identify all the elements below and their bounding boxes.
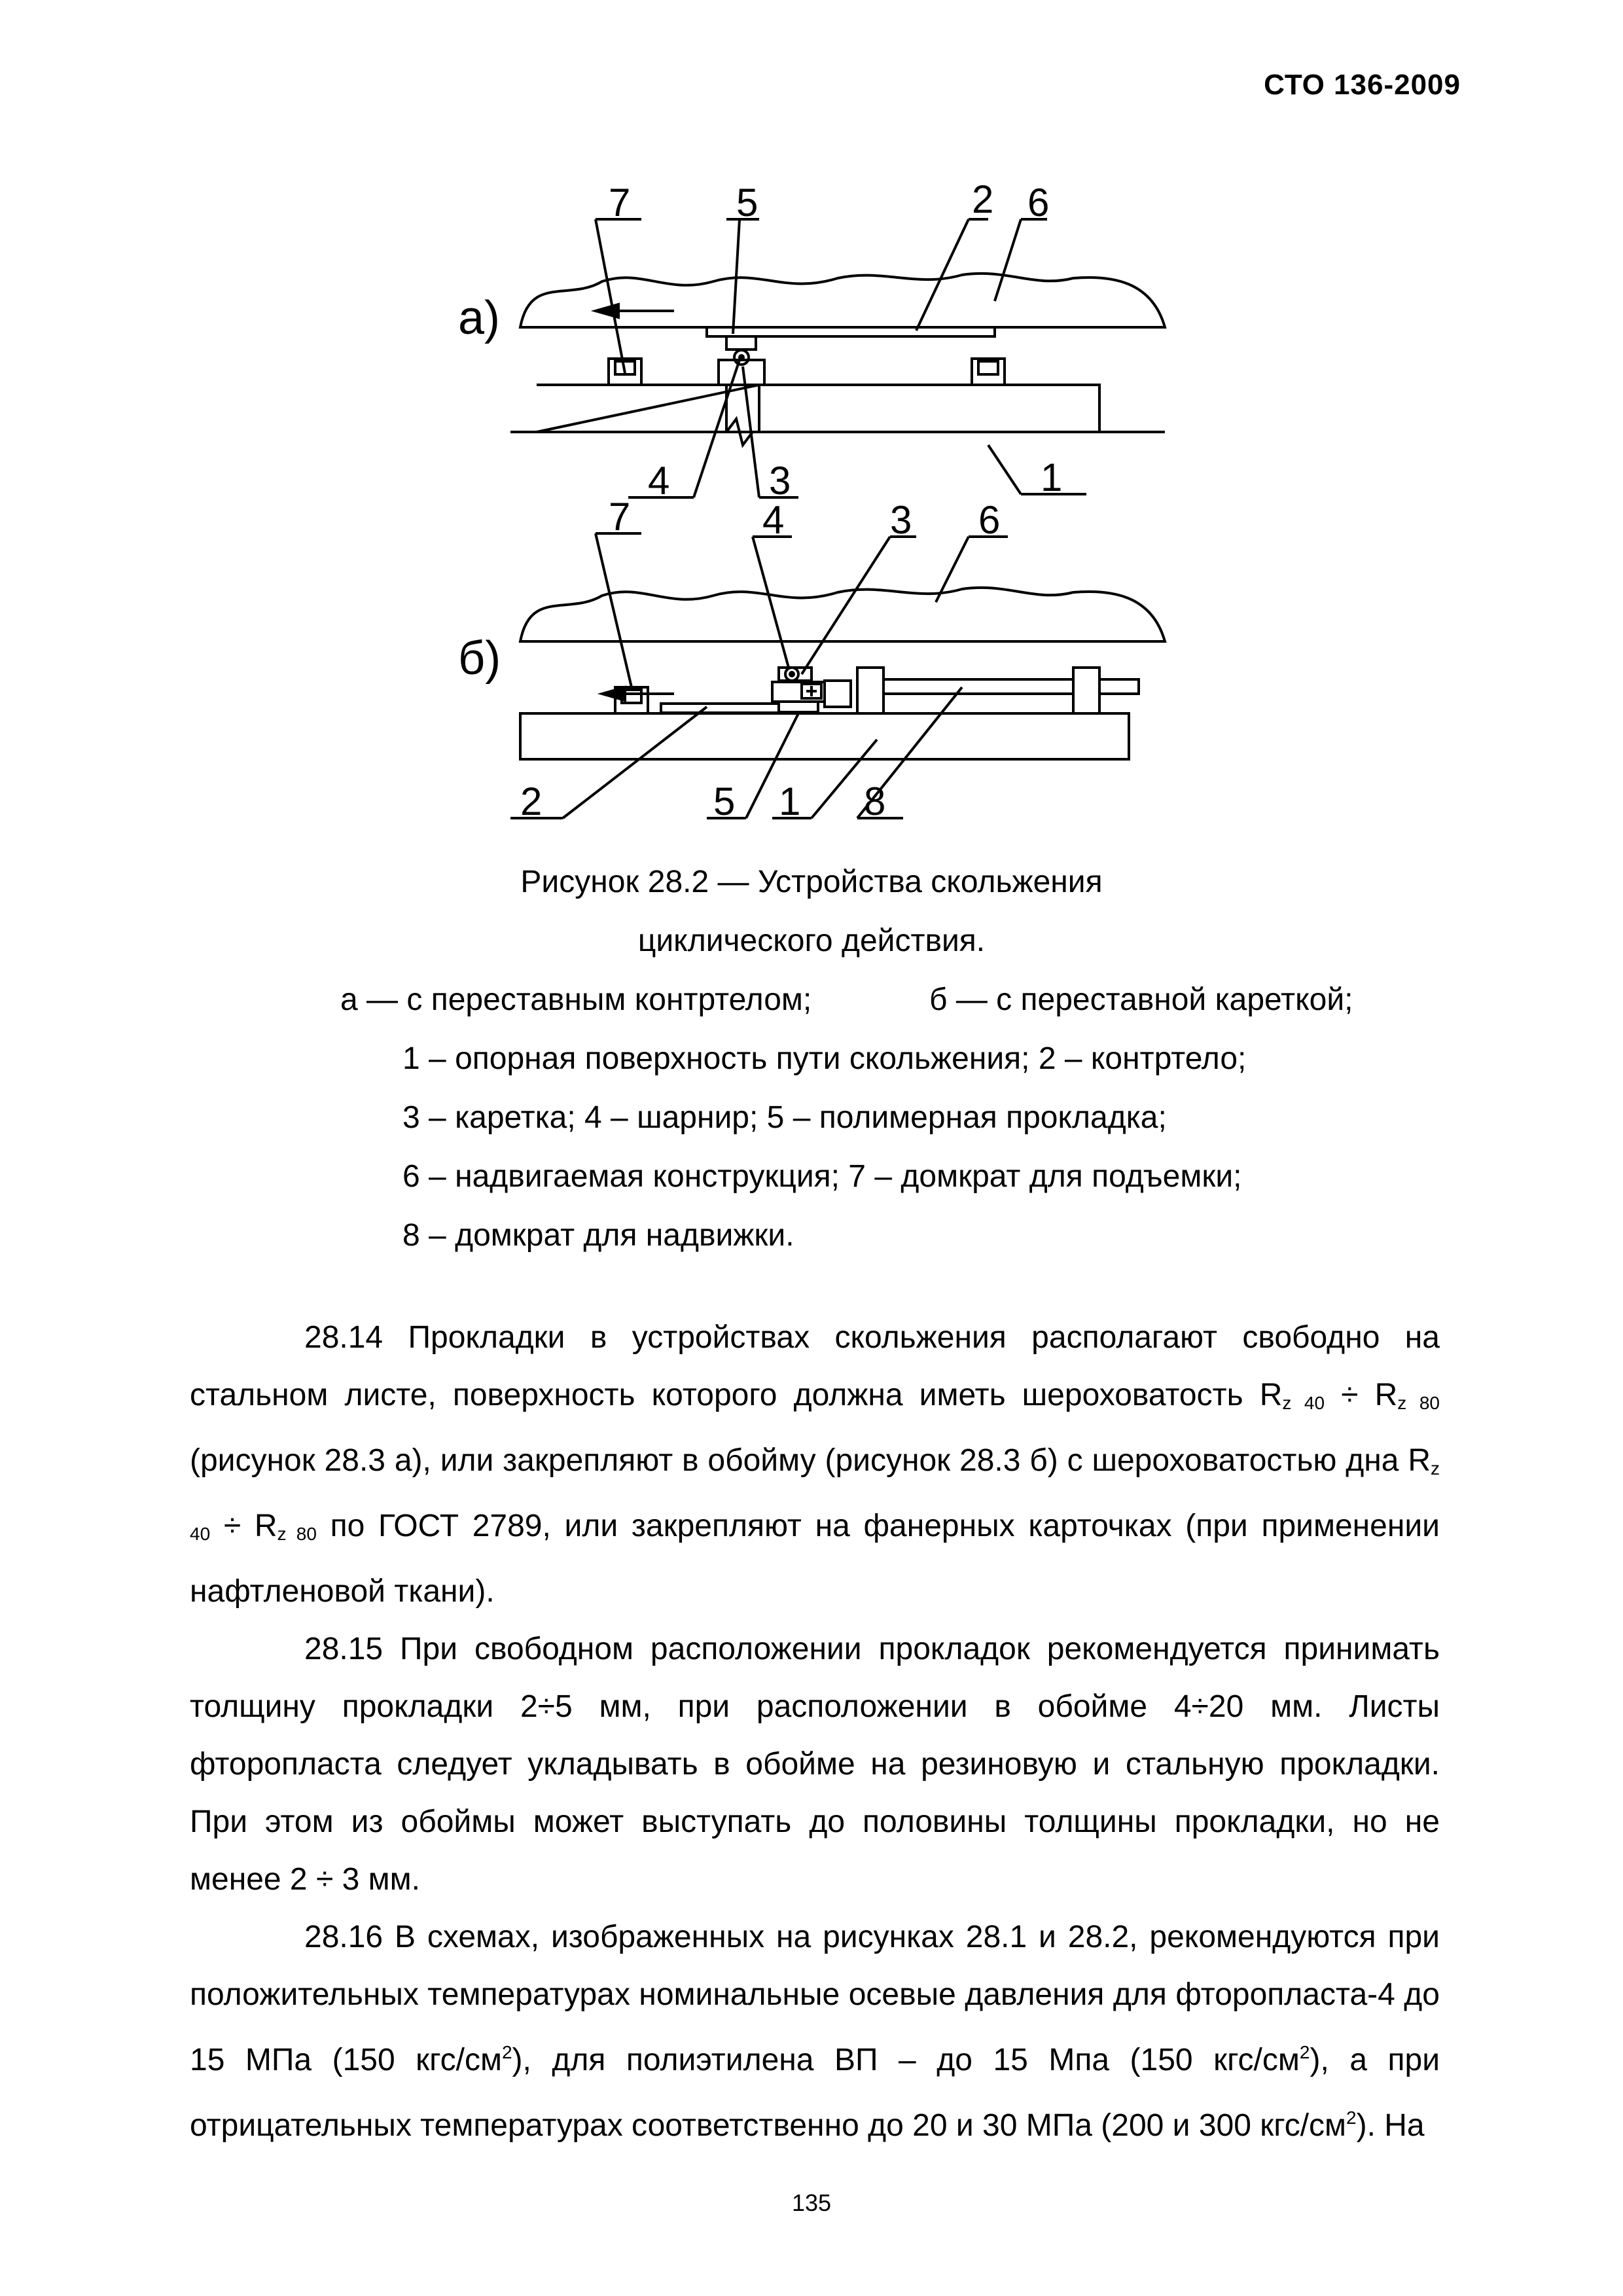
- label-a-6: 6: [1027, 181, 1050, 224]
- paragraph-28-15: 28.15 При свободном расположении прокладок рекомендуется принимать толщину прокладки 2÷5 мм, при расположении в обойме 4÷20 мм. Листы фторопласта следует укладывать в обойме на резиновую и стальную прокладки. При этом из обоймы может выступать до половины толщины прокладки, но не менее 2 ÷ 3 мм.: [190, 1632, 1440, 1897]
- figure-28-2: [458, 170, 1211, 870]
- variant-a-letter: а): [458, 292, 501, 344]
- paragraph-28-14: 28.14 Прокладки в устройствах скольжения располагают свободно на стальном листе, поверхность которого должна иметь шероховатость $R_{z 40} \div R_{z 80}$ (рисунок 28.3 а), или закрепляют в обойму (рисунок 28.3 б) с шероховатостью дна $R_{z 40} \div R_{z 80}$ по ГОСТ 2789, или закрепляют на фанерных карточках (при применении нафтленовой ткани).: [190, 1320, 1440, 1609]
- structure-6-a: [520, 274, 1165, 327]
- counterbody-2-b: [661, 704, 779, 713]
- paragraph-28-16: 28.16 В схемах, изображенных на рисунках 28.1 и 28.2, рекомендуются при положительных температурах номинальные осевые давления для фторопласта-4 до 15 МПа (150 кгс/$см^2$), для полиэтилена ВП – до 15 Мпа (150 кгс/$см^2$), а при отрицательных температурах соответственно до 20 и 30 МПа (200 и 300 кгс/$см^2$). На: [190, 1920, 1440, 2143]
- sliding-device-drawing: [510, 170, 1211, 864]
- label-a-3: 3: [769, 459, 791, 503]
- body-text: [190, 1309, 1440, 2155]
- label-b-1: 1: [779, 780, 801, 823]
- label-a-1: 1: [1041, 456, 1063, 499]
- label-b-3: 3: [890, 498, 912, 542]
- jack-8-b: [825, 681, 851, 707]
- figure-caption-title: Рисунок 28.2 — Устройства скольжения: [520, 865, 1103, 899]
- pad-5-b: [779, 702, 818, 712]
- carriage-3-a: [726, 336, 756, 350]
- document-code: СТО 136-2009: [1264, 69, 1461, 101]
- figure-caption-subtitle: циклического действия.: [637, 924, 986, 958]
- legend-b: б — с переставной кареткой;: [929, 982, 1353, 1017]
- label-b-6: 6: [978, 498, 1001, 542]
- label-b-2: 2: [520, 780, 543, 823]
- label-a-2: 2: [972, 177, 994, 221]
- label-a-5: 5: [736, 181, 758, 224]
- label-b-4: 4: [762, 498, 785, 542]
- legend-line-4: 8 – домкрат для надвижки.: [402, 1218, 794, 1253]
- structure-6-b: [520, 588, 1165, 641]
- label-b-8: 8: [864, 780, 886, 823]
- legend-line-2: 3 – каретка; 4 – шарнир; 5 – полимерная прокладка;: [402, 1100, 1167, 1135]
- label-a-7: 7: [609, 181, 631, 224]
- label-a-4: 4: [648, 459, 670, 503]
- support-1-a: [537, 385, 1099, 432]
- legend-line-1: 1 – опорная поверхность пути скольжения; 2 – контртело;: [402, 1041, 1247, 1076]
- counterbody-2-a: [707, 327, 995, 336]
- variant-b-letter: б): [458, 632, 501, 685]
- label-b-5: 5: [713, 780, 736, 823]
- legend-line-3: 6 – надвигаемая конструкция; 7 – домкрат для подъемки;: [402, 1159, 1242, 1194]
- label-b-7: 7: [609, 495, 631, 539]
- support-1-b: [520, 713, 1129, 759]
- legend-a: а — с переставным контртелом;: [340, 982, 812, 1017]
- page-number: 135: [791, 2189, 832, 2216]
